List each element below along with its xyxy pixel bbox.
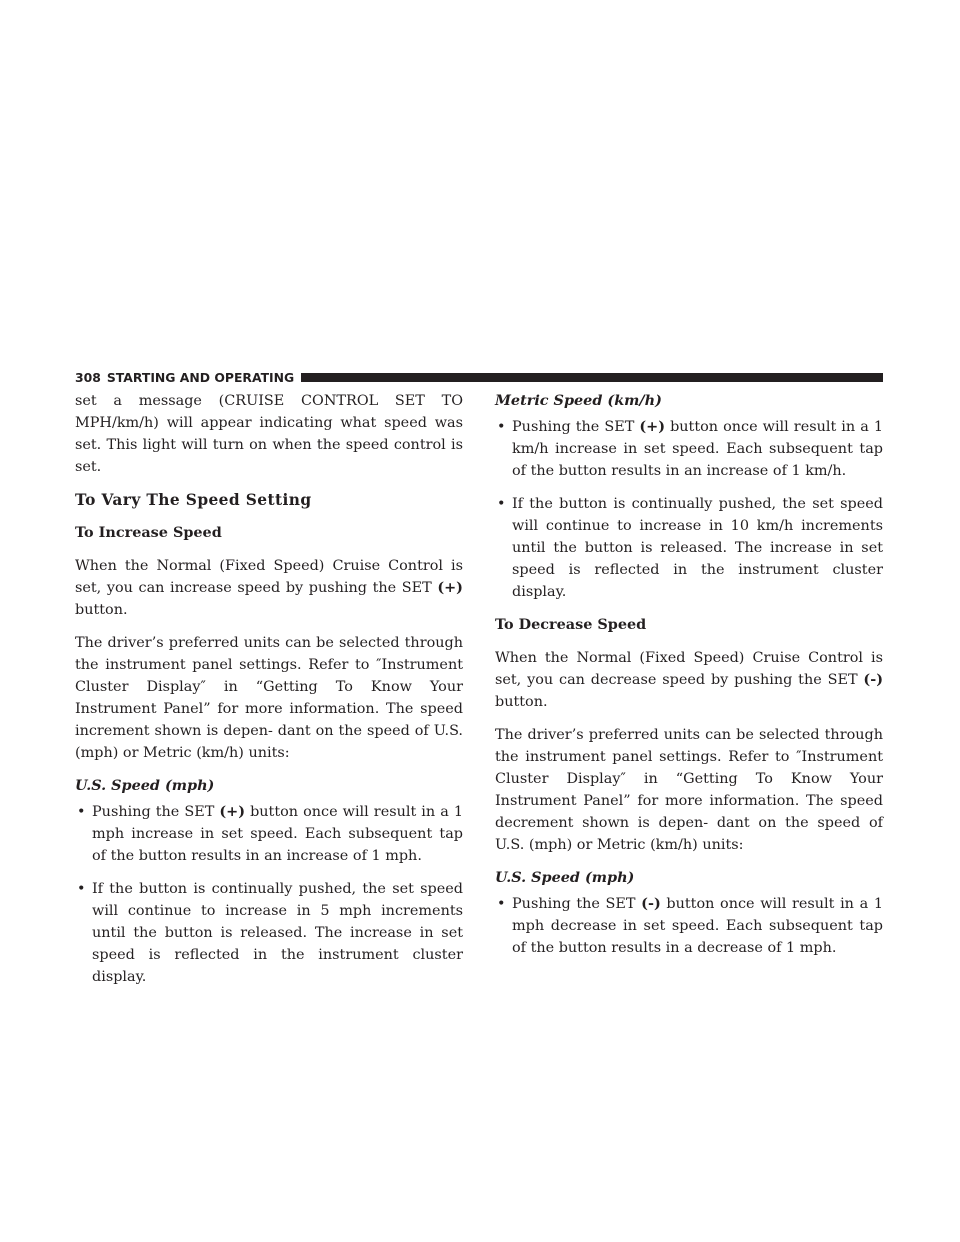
heading-decrease-speed: To Decrease Speed: [495, 616, 647, 633]
header-rule: [301, 373, 883, 382]
page-header: [75, 369, 883, 385]
item-text: If the button is continually pushed, the set speed will continue to increase in 5 mph increments until the button is released. The increase in set speed is reflected in the instrument cluster display.: [92, 881, 463, 985]
units-paragraph: The driver’s preferred units can be selected through the instrument panel settings. Refer to ″Instrument Cluster Display″ in “Getting To Know Your Instrument Panel” for more information. The speed decrement shown is depen- dant on the speed of U.S. (mph) or Metric (km/h) units:: [495, 727, 883, 853]
increase-text-a: When the Normal (Fixed Speed) Cruise Control is set, you can increase speed by pushing the SET: [75, 558, 463, 596]
units-paragraph: The driver’s preferred units can be selected through the instrument panel settings. Refer to ″Instrument Cluster Display″ in “Getting To Know Your Instrument Panel” for more information. The speed increment shown is depen- dant on the speed of U.S. (mph) or Metric (km/h) units:: [75, 635, 463, 761]
item-text-b: button once will result in a 1 km/h increase in set speed. Each subsequent tap of the button results in an increase of 1 km/h.: [512, 419, 883, 479]
heading-us-speed: U.S. Speed (mph): [495, 869, 635, 886]
list-item: [75, 878, 463, 988]
decrease-text-b: button.: [495, 694, 548, 710]
increase-paragraph: [75, 555, 463, 621]
right-column: [495, 390, 883, 970]
heading-us-speed: U.S. Speed (mph): [75, 777, 215, 794]
metric-increase-list: [495, 416, 883, 603]
heading-vary-speed: To Vary The Speed Setting: [75, 491, 312, 509]
item-text-a: Pushing the SET: [92, 804, 220, 820]
decrease-paragraph: [495, 647, 883, 713]
bullet: •: [77, 804, 86, 820]
list-item: [495, 416, 883, 482]
item-text-a: Pushing the SET: [512, 896, 642, 912]
us-decrease-list: [495, 893, 883, 959]
plus-symbol: (+): [219, 803, 246, 820]
page-number: 308: [75, 369, 101, 385]
bullet: •: [497, 419, 506, 435]
minus-symbol: (-): [641, 895, 661, 912]
list-item: [495, 493, 883, 603]
section-title: STARTING AND OPERATING: [106, 369, 295, 385]
item-text-a: Pushing the SET: [512, 419, 640, 435]
bullet: •: [77, 881, 86, 897]
plus-symbol: (+): [437, 579, 463, 596]
heading-metric-speed: Metric Speed (km/h): [495, 392, 662, 409]
item-text: If the button is continually pushed, the set speed will continue to increase in 10 km/h increments until the button is released. The increase in set speed is reflected in the instrument cluster display.: [512, 496, 883, 600]
item-text-b: button once will result in a 1 mph increase in set speed. Each subsequent tap of the button results in an increase of 1 mph.: [92, 804, 463, 864]
us-increase-list: [75, 801, 463, 988]
bullet: •: [497, 496, 506, 512]
bullet: •: [497, 896, 506, 912]
item-text-b: button once will result in a 1 mph decrease in set speed. Each subsequent tap of the button results in a decrease of 1 mph.: [512, 896, 883, 956]
list-item: [495, 893, 883, 959]
plus-symbol: (+): [639, 418, 666, 435]
left-column: [75, 390, 463, 999]
heading-increase-speed: To Increase Speed: [75, 524, 222, 541]
intro-paragraph: set a message (CRUISE CONTROL SET TO MPH/km/h) will appear indicating what speed was set. This light will turn on when the speed control is set.: [75, 393, 463, 475]
minus-symbol: (-): [863, 671, 883, 688]
decrease-text-a: When the Normal (Fixed Speed) Cruise Control is set, you can decrease speed by pushing the SET: [495, 650, 883, 688]
list-item: [75, 801, 463, 867]
increase-text-b: button.: [75, 602, 128, 618]
